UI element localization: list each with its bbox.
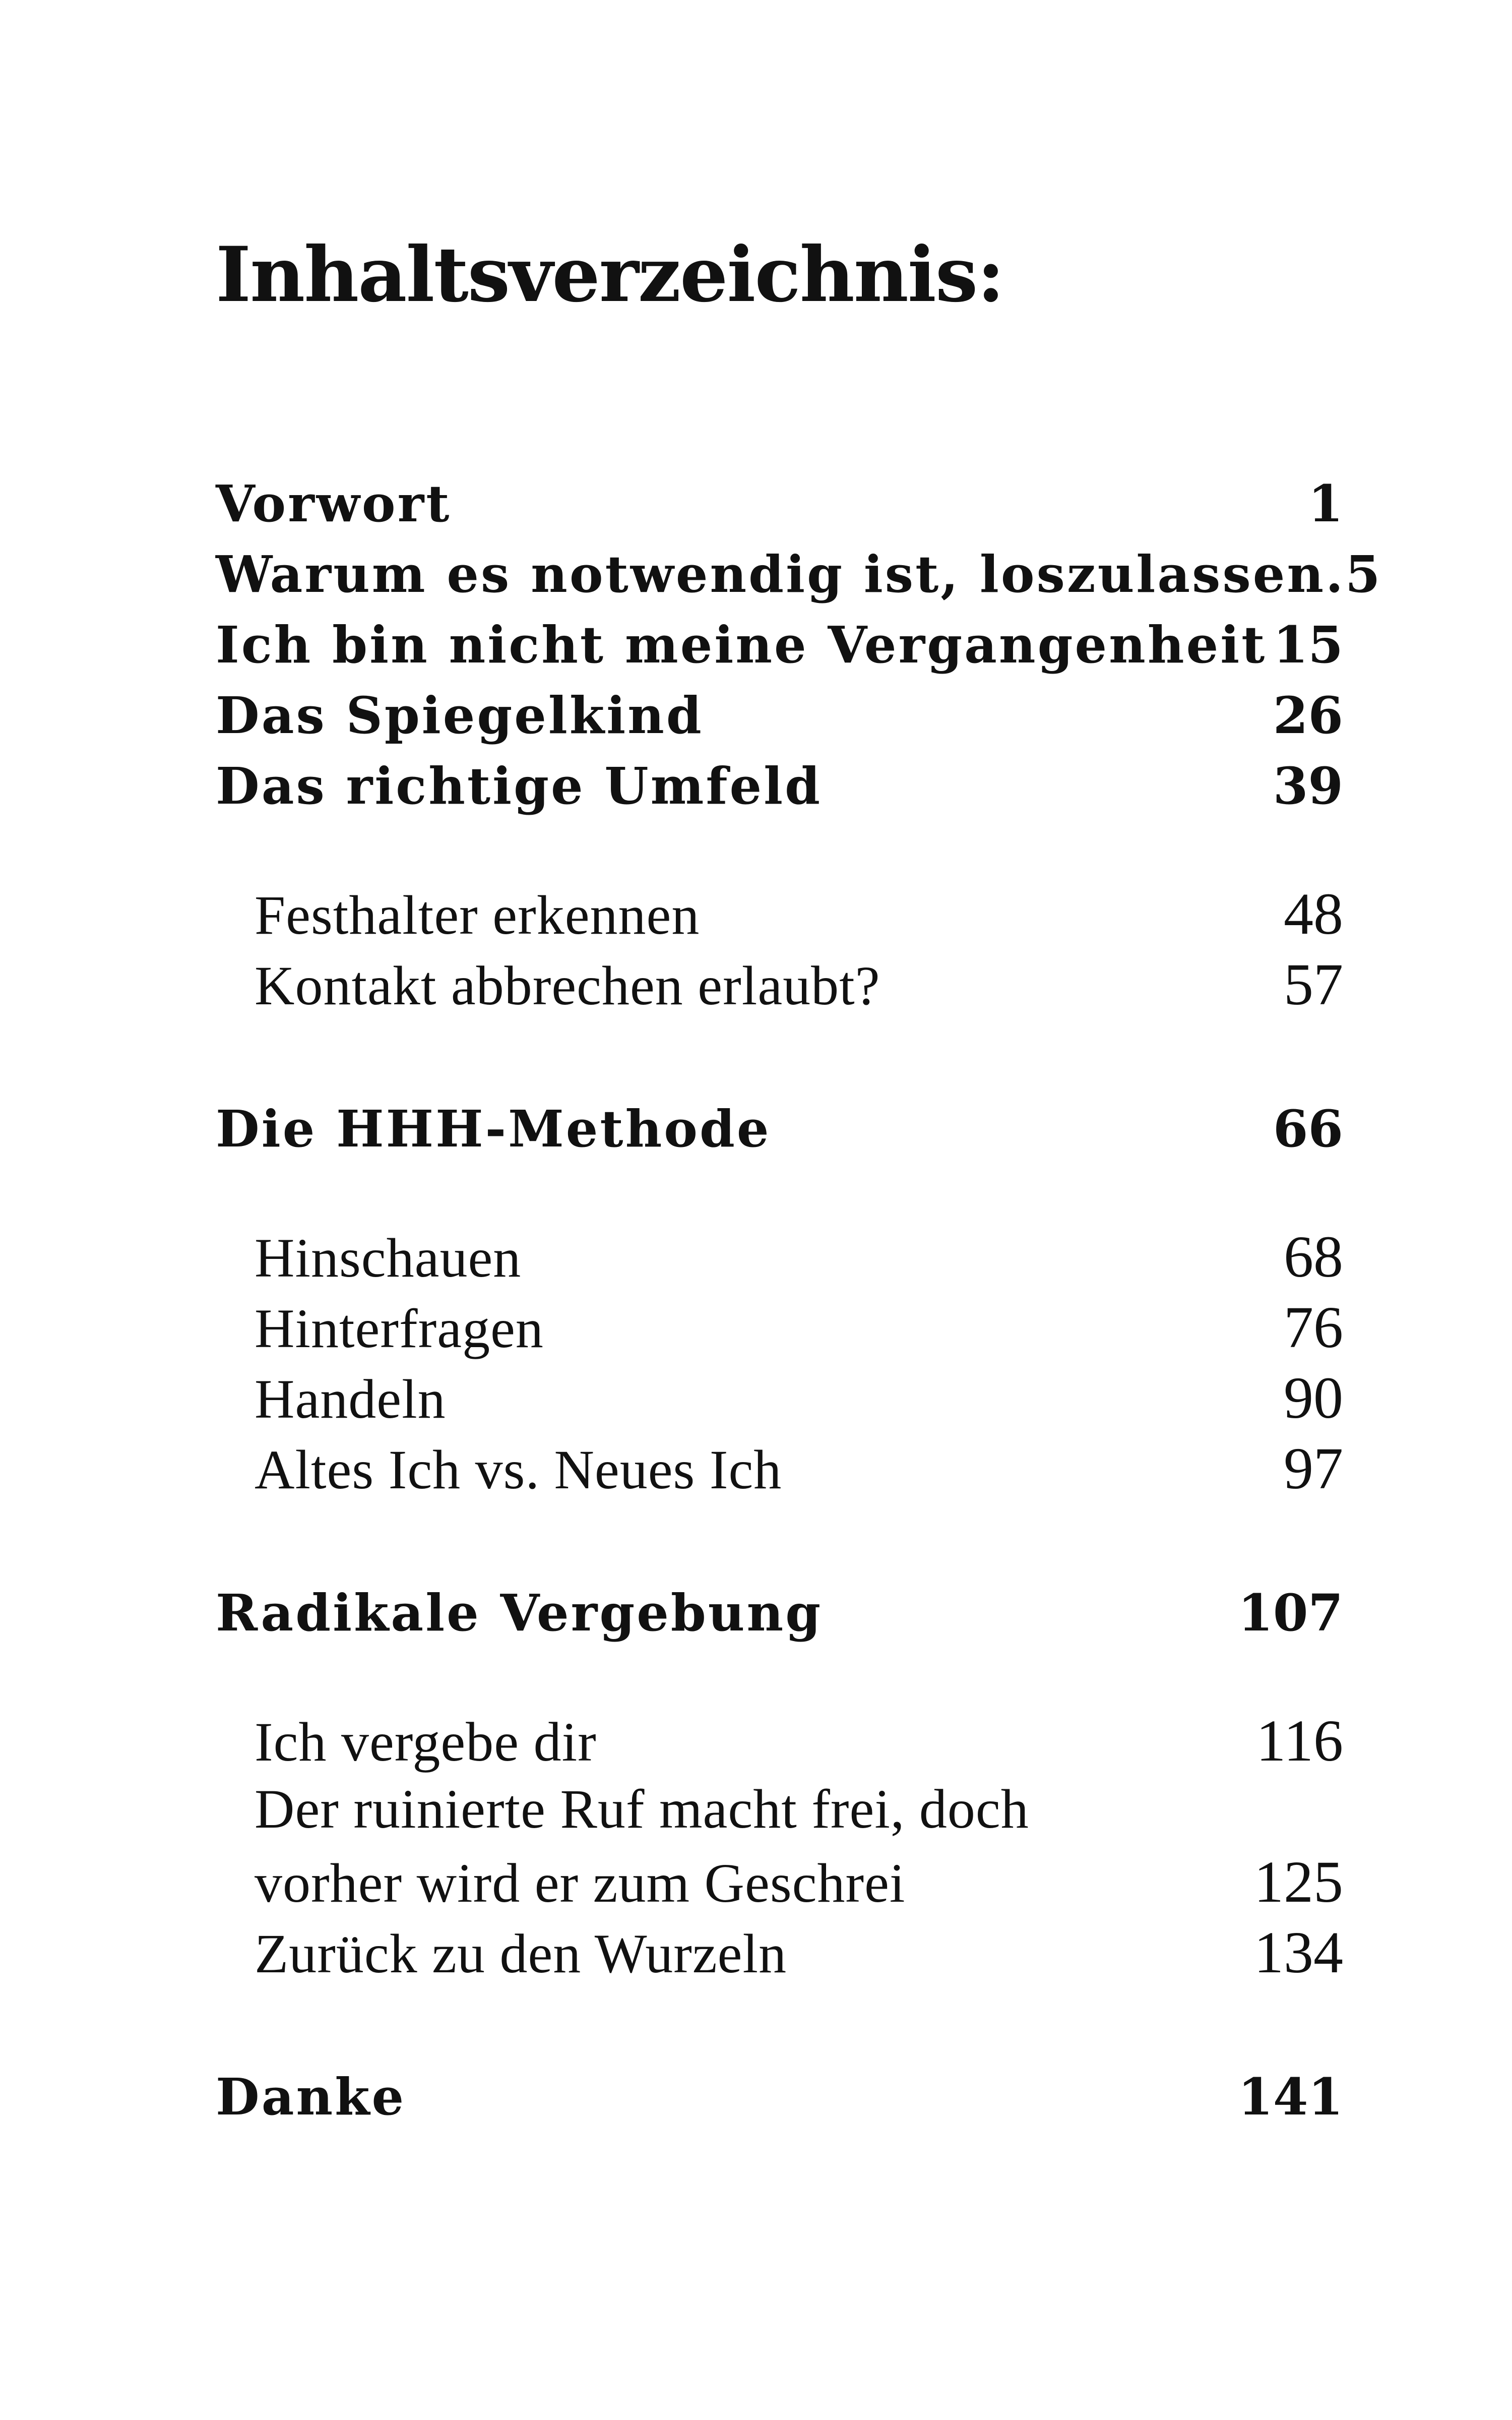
toc-entry-subsection	[255, 1364, 1343, 1434]
toc-entry-page: 107	[1238, 1583, 1343, 1643]
toc-entry-label: Festhalter erkennen	[255, 884, 700, 946]
toc-entry-label: Vorwort	[216, 474, 452, 533]
toc-entry-chapter	[216, 544, 1380, 615]
toc-entry-label: Hinschauen	[255, 1227, 522, 1289]
toc-entry-chapter	[216, 474, 1343, 544]
toc-entry-label: Radikale Vergebung	[216, 1583, 823, 1643]
toc-entry-subsection	[255, 1777, 1343, 1848]
toc-entry-label: vorher wird er zum Geschrei	[255, 1852, 906, 1914]
toc-entry-label: Das Spiegelkind	[216, 686, 704, 745]
toc-entry-page: 1	[1308, 474, 1343, 533]
toc-entry-page: 48	[1284, 881, 1343, 947]
toc-entry-subsection	[255, 1434, 1343, 1505]
toc-entry-subsection	[255, 880, 1343, 950]
toc-entry-page: 5	[1345, 544, 1380, 604]
toc-entry-subsection	[255, 1223, 1343, 1293]
toc-entry-page: 141	[1238, 2067, 1343, 2127]
toc-entry-subsection	[255, 1848, 1343, 1918]
toc-entry-page: 66	[1273, 1099, 1343, 1159]
toc-entry-page: 39	[1273, 756, 1343, 816]
toc-entry-page: 125	[1254, 1849, 1343, 1915]
toc-entry-label: Ich bin nicht meine Vergangenheit	[216, 615, 1267, 675]
toc-entry-page: 76	[1284, 1294, 1343, 1360]
toc-entry-chapter	[216, 2067, 1343, 2138]
page-title: Inhaltsverzeichnis:	[216, 230, 1004, 319]
toc-entry-label: Hinterfragen	[255, 1298, 544, 1359]
toc-entry-label: Danke	[216, 2067, 406, 2127]
toc-entry-page: 97	[1284, 1435, 1343, 1501]
toc-entry-subsection	[255, 1293, 1343, 1364]
toc-entry-page: 15	[1273, 615, 1343, 675]
toc-entry-chapter	[216, 1583, 1343, 1654]
toc-entry-label: Warum es notwendig ist, loszulassen.	[216, 544, 1345, 604]
toc-entry-chapter	[216, 686, 1343, 756]
toc-entry-page: 116	[1256, 1708, 1343, 1774]
toc-entry-page: 57	[1284, 951, 1343, 1017]
toc-entry-subsection	[255, 1707, 1343, 1777]
toc-entry-label: Altes Ich vs. Neues Ich	[255, 1439, 782, 1500]
toc-entry-subsection	[255, 1918, 1343, 1989]
toc-entry-chapter	[216, 1099, 1343, 1170]
toc-entry-subsection	[255, 950, 1343, 1021]
toc-entry-label: Ich vergebe dir	[255, 1711, 597, 1773]
toc-entry-page: 68	[1284, 1224, 1343, 1290]
toc-entry-chapter	[216, 756, 1343, 827]
toc-entry-page: 26	[1273, 686, 1343, 745]
toc-entry-label: Der ruinierte Ruf macht frei, doch	[255, 1778, 1029, 1840]
toc-entry-label: Die HHH-Methode	[216, 1099, 771, 1159]
toc-entry-label: Das richtige Umfeld	[216, 756, 823, 816]
toc-entry-label: Zurück zu den Wurzeln	[255, 1923, 787, 1984]
toc-entry-chapter	[216, 615, 1343, 686]
toc-entry-label: Kontakt abbrechen erlaubt?	[255, 955, 880, 1016]
toc-entry-page: 90	[1284, 1365, 1343, 1431]
toc-entry-page: 134	[1254, 1919, 1343, 1985]
toc-entry-label: Handeln	[255, 1368, 446, 1430]
